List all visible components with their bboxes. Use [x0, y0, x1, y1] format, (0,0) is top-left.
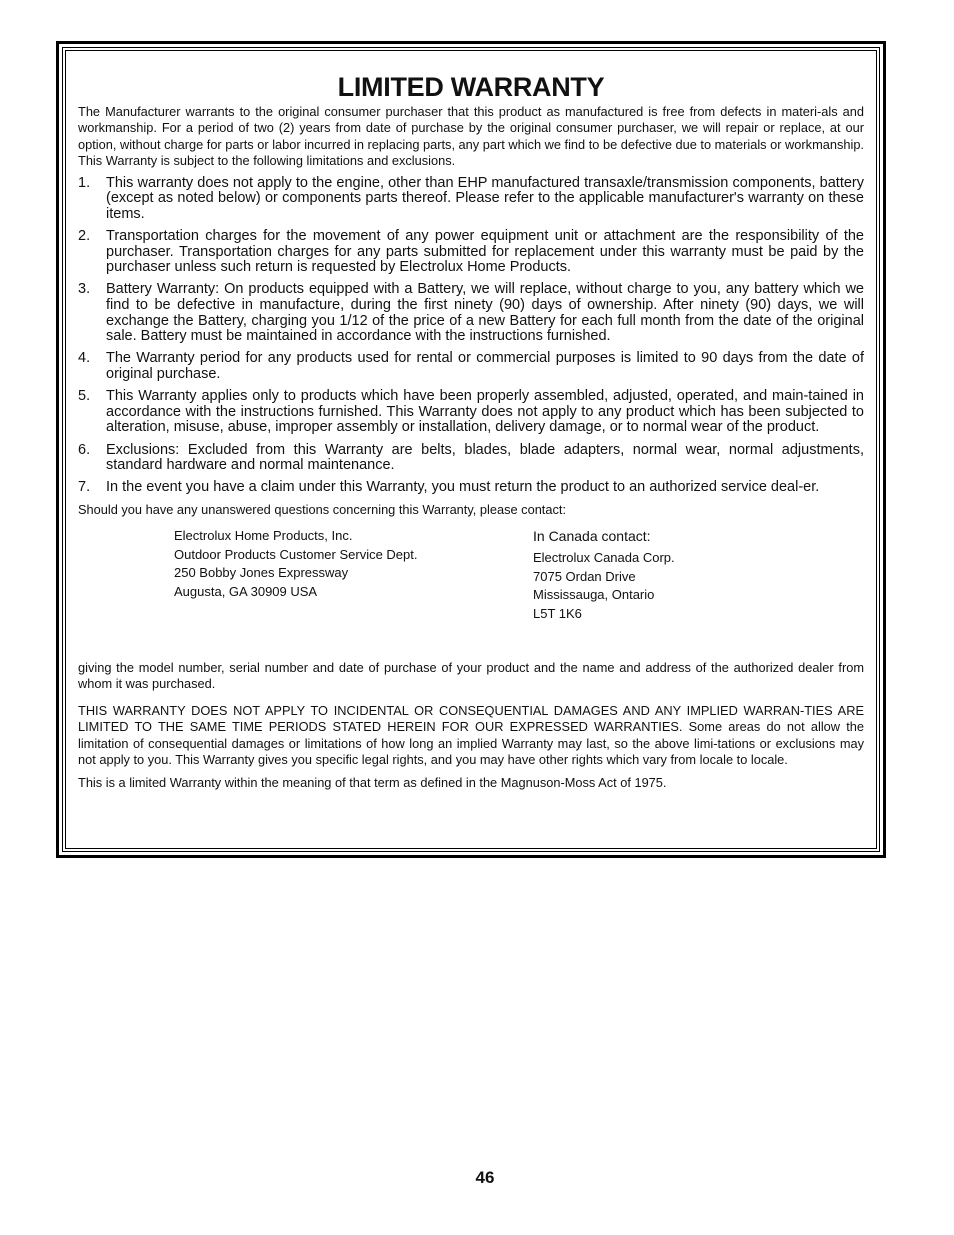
canada-address-line: 7075 Ordan Drive [533, 568, 636, 584]
list-item [78, 443, 864, 474]
list-item-number: 6. [78, 441, 91, 458]
list-item-number: 5. [78, 388, 91, 405]
list-item [78, 389, 864, 436]
page-title: LIMITED WARRANTY [337, 72, 605, 102]
contact-addresses [78, 525, 864, 653]
contact-intro: Should you have any unanswered questions concerning this Warranty, please contact: [78, 502, 566, 518]
list-item-text: This Warranty applies only to products which have been properly assembled, adjusted, operated, and main-tained in accordance with the instructions furnished. This Warranty does not apply to any product which has been subjected to alteration, misuse, abuse, improper assembly or installation, delivery damage, or to normal wear of the product. [106, 388, 864, 436]
us-address-line: 250 Bobby Jones Expressway [174, 565, 349, 581]
disclaimer-paragraph: THIS WARRANTY DOES NOT APPLY TO INCIDENTAL OR CONSEQUENTIAL DAMAGES AND ANY IMPLIED WARRAN-TIES ARE LIMITED TO THE SAME TIME PERIODS STATED HEREIN FOR OUR EXPRESSED WARRANTIES. Some areas do not allow the limitation of consequential damages or limitations of how long an implied Warranty may last, so the above limi-tations or exclusions may not apply to you. This Warranty gives you specific legal rights, and you may have other rights which vary from locale to locale. [78, 702, 864, 767]
list-item [78, 229, 864, 276]
list-item [78, 282, 864, 344]
us-address-line: Augusta, GA 30909 USA [174, 584, 318, 600]
page-number: 46 [475, 1168, 495, 1187]
giving-paragraph: giving the model number, serial number and date of purchase of your product and the name and address of the authorized dealer from whom it was purchased. [78, 659, 864, 692]
canada-address-line: Electrolux Canada Corp. [533, 549, 675, 565]
list-item-text: This warranty does not apply to the engine, other than EHP manufactured transaxle/transmission components, battery (except as noted below) or components parts thereof. Please refer to the applicable manufacturer's warranty on these items. [106, 174, 864, 222]
list-item-number: 3. [78, 281, 91, 298]
list-item-text: Transportation charges for the movement of any power equipment unit or attachment are the responsibility of the purchaser. Transportation charges for any parts submitted for replacement under this warranty must be paid by the purchaser unless such return is requested by Electrolux Home Products. [106, 228, 864, 276]
terms-list [78, 176, 864, 496]
us-address [174, 527, 418, 602]
warranty-content [78, 70, 864, 792]
magnuson-moss-paragraph: This is a limited Warranty within the meaning of that term as defined in the Magnuson-Moss Act of 1975. [78, 775, 667, 791]
list-item-text: Battery Warranty: On products equipped with a Battery, we will replace, without charge to you, any battery which we find to be defective in manufacture, during the first ninety (90) days of ownership. After ninety (90) days, we will exchange the Battery, charging you 1/12 of the price of a new Battery for each full month from the date of the original sale. Battery must be maintained in accordance with the instructions furnished. [106, 281, 864, 345]
list-item-text: In the event you have a claim under this Warranty, you must return the product to an authorized service deal-er. [106, 479, 820, 496]
canada-address-line: Mississauga, Ontario [533, 587, 655, 603]
list-item-number: 2. [78, 228, 91, 244]
list-item-number: 4. [78, 350, 91, 367]
us-address-line: Outdoor Products Customer Service Dept. [174, 546, 418, 562]
list-item-text: The Warranty period for any products used for rental or commercial purposes is limited to 90 days from the date of original purchase. [106, 350, 864, 382]
list-item-text: Exclusions: Excluded from this Warranty are belts, blades, blade adapters, normal wear, normal adjustments, standard hardware and normal maintenance. [106, 441, 864, 474]
list-item [78, 351, 864, 382]
canada-address [533, 527, 675, 624]
list-item-number: 1. [78, 174, 91, 191]
canada-address-line: L5T 1K6 [533, 606, 582, 622]
us-address-line: Electrolux Home Products, Inc. [174, 527, 353, 543]
list-item [78, 176, 864, 223]
canada-contact-heading: In Canada contact: [533, 527, 651, 544]
intro-paragraph: The Manufacturer warrants to the original consumer purchaser that this product as manufactured is free from defects in materi-als and workmanship. For a period of two (2) years from date of purchase by the original consumer purchaser, we will repair or replace, at our option, without charge for parts or labor incurred in replacing parts, any part which we find to be defective due to materials or workmanship. This Warranty is subject to the following limitations and exclusions. [78, 104, 864, 169]
list-item-number: 7. [78, 479, 91, 496]
list-item [78, 480, 864, 496]
